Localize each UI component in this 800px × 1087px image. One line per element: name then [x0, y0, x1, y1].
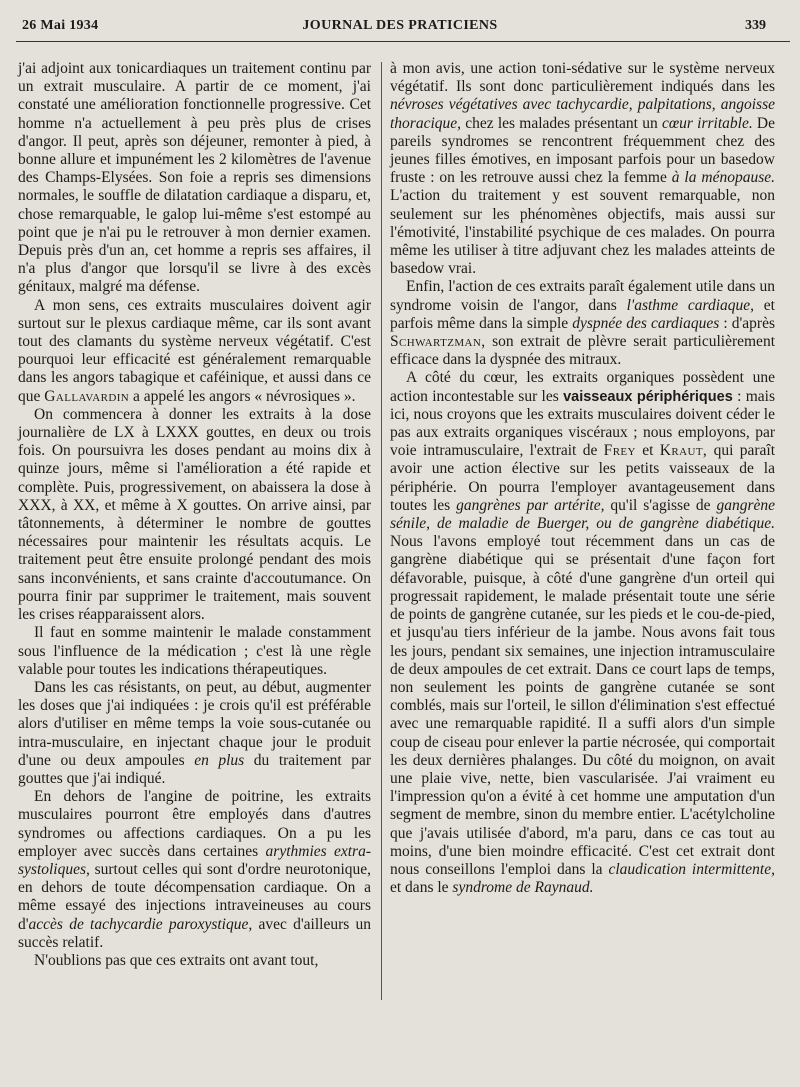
emphasis: claudication intermittente, — [608, 860, 775, 878]
paragraph: j'ai adjoint aux tonicardiaques un traitement continu par un extrait musculaire. A partir de ce moment, j'ai constaté une amélioration fonctionnelle progressive. Cet homme n'a actuellement à peu près plus de crises d'angor. Il peut, après son déjeuner, remonter à pied, à bonne allure et impunément les 2 kilomètres de l'avenue des Champs-Elysées. Son foie a repris ses dimensions normales, le souffle de dilatation cardiaque a disparu, et, chose remarquable, le galop lui-même s'est estompé au point que je n'ai pu le retrouver à mon dernier examen. Depuis près d'un an, cet homme a repris ses affaires, il n'a plus d'angor que lorsqu'il se livre à des excès génitaux, malgré ma défense. — [18, 60, 371, 296]
paragraph: A côté du cœur, les extraits organiques possèdent une action incontestable sur les vaisseaux périphériques : mais ici, nous croyons que les extraits musculaires doivent céder le pas aux extraits organiques viscéraux ; nous employons, par voie intramusculaire, l'extrait de Frey et Kraut, qui paraît avoir une action élective sur les petits vaisseaux de la périphérie. On pourra l'employer avantageusement dans toutes les gangrènes par artérite, qu'il s'agisse de gangrène sénile, de maladie de Buerger, ou de gangrène diabétique. Nous l'avons employé tout récemment dans un cas de gangrène diabétique qui se présentait d'une façon fort défavorable, puisque, à côté d'une gangrène d'un orteil qui progressait rapidement, le malade présentait toute une série de points de gangrène cutanée, sur les pieds et le cou-de-pied, et jusqu'au tiers inférieur de la jambe. Nous avons fait tous les jours, pendant six semaines, une injection intramusculaire de deux ampoules de cet extrait. Dans ce court laps de temps, non seulement les points de gangrène cutanée se sont comblés, mais sur l'orteil, le sillon d'élimination s'est effectué avec une remarquable rapidité. Il a suffi alors d'un simple coup de ciseau pour enlever la partie nécrosée, qui comportait les deux dernières phalanges. Du côté du moignon, on avait une plaie vive, nette, bien vascularisée. J'ai vraiment eu l'impression qu'on a évité à cet homme une amputation d'un segment de membre, sinon du membre entier. L'acétylcholine que j'avais utilisée d'abord, m'a paru, dans ce cas tout au moins, d'une bien moindre efficacité. C'est cet extrait dont nous conseillons l'emploi dans la claudication intermittente, et dans le syndrome de Raynaud. — [390, 369, 776, 897]
paragraph: Il faut en somme maintenir le malade constamment sous l'influence de la médication ; c'est là une règle valable pour toutes les indications thérapeutiques. — [18, 624, 371, 678]
author-name: Schwartzman, — [390, 333, 486, 351]
page-number: 339 — [745, 18, 766, 33]
emphasis: en plus — [194, 751, 245, 769]
emphasis: névroses végétatives avec tachycardie, palpitations, angoisse thoracique, — [390, 96, 775, 132]
emphasis: syndrome de Raynaud. — [452, 879, 594, 897]
issue-date: 26 Mai 1934 — [22, 18, 99, 33]
author-name: Kraut, — [659, 442, 708, 460]
author-name: Gallavardin — [44, 387, 130, 405]
bold-term: vaisseaux périphériques — [563, 388, 733, 405]
paragraph: A mon sens, ces extraits musculaires doivent agir surtout sur le plexus cardiaque même, car ils sont avant tout des clamants du système nerveux végétatif. C'est pourquoi leur efficacité est généralement remarquable dans les angors tabagique et caféinique, et aussi dans ce que Gallavardin a appelé les angors « névrosiques ». — [18, 296, 371, 405]
paragraph: N'oublions pas que ces extraits ont avant tout, — [34, 951, 319, 969]
paragraph: Dans les cas résistants, on peut, au début, augmenter les doses que j'ai indiquées : je crois qu'il est préférable alors d'utiliser en même temps la voie sous-cutanée ou intra-musculaire, en injectant chaque jour le produit d'une ou deux ampoules en plus du traitement par gouttes que j'ai indiqué. — [18, 678, 372, 787]
emphasis: accès de tachycardie paroxystique, — [28, 915, 253, 933]
journal-title: JOURNAL DES PRATICIENS — [302, 18, 498, 33]
author-name: Frey — [603, 442, 636, 460]
emphasis: à la ménopause. — [671, 169, 775, 187]
emphasis: cœur irritable. — [661, 114, 753, 132]
emphasis: dyspnée des cardiaques — [572, 314, 720, 332]
paragraph: à mon avis, une action toni-sédative sur le système nerveux végétatif. Ils sont donc particulièrement indiqués dans les névroses végétatives avec tachycardie, palpitations, angoisse thoracique, chez les malades présentant un cœur irritable. De pareils syndromes se rencontrent fréquemment chez des jeunes filles émotives, en imposant parfois pour un basedow fruste : on les retrouve aussi chez la femme à la ménopause. L'action du traitement y est souvent remarquable, non seulement sur les phénomènes objectifs, mais aussi sur l'émotivité, l'instabilité psychique de ces malades. On pourra même les utiliser à titre adjuvant chez les malades atteints de basedow vrai. — [390, 60, 775, 278]
header-rule — [16, 41, 790, 42]
paragraph: Enfin, l'action de ces extraits paraît également utile dans un syndrome voisin de l'angor, dans l'asthme cardiaque, et parfois même dans la simple dyspnée des cardiaques : d'après Schwartzman, son extrait de plèvre serait particulièrement efficace dans la dyspnée des mitraux. — [390, 278, 775, 369]
paragraph: En dehors de l'angine de poitrine, les extraits musculaires pourront être employés dans d'autres syndromes ou affections cardiaques. On a pu les employer avec succès dans certaines arythmies extra-systoliques, surtout celles qui sont d'ordre neurotonique, en dehors de toute décompensation cardiaque. On a même essayé des injections intraveineuses au cours d'accès de tachycardie paroxystique, avec d'ailleurs un succès relatif. — [18, 788, 372, 951]
right-column — [390, 60, 775, 897]
paragraph: On commencera à donner les extraits à la dose journalière de LX à LXXX gouttes, en deux ou trois fois. On poursuivra les doses pendant au moins dix à quinze jours, même si l'amélioration a été rapide et complète. Puis, progressivement, on abaissera la dose à XXX, à XX, et même à X gouttes. On arrive ainsi, par tâtonnements, à déterminer le nombre de gouttes nécessaires pour maintenir les résultats acquis. Le traitement peut être ensuite prolongé pendant des mois sans inconvénients, et sans crainte d'accoutumance. On pourra finir par supprimer le traitement, mais souvent les crises réapparaissent alors. — [18, 405, 371, 624]
column-divider — [381, 62, 382, 1000]
page-header — [22, 16, 778, 40]
emphasis: l'asthme cardiaque, — [626, 296, 755, 314]
left-column — [18, 60, 371, 970]
emphasis: gangrène sénile, de maladie de Buerger, ou de gangrène diabétique. — [390, 496, 775, 533]
emphasis: arythmies extra-systoliques, — [18, 842, 372, 878]
emphasis: gangrènes par artérite, — [456, 496, 605, 514]
